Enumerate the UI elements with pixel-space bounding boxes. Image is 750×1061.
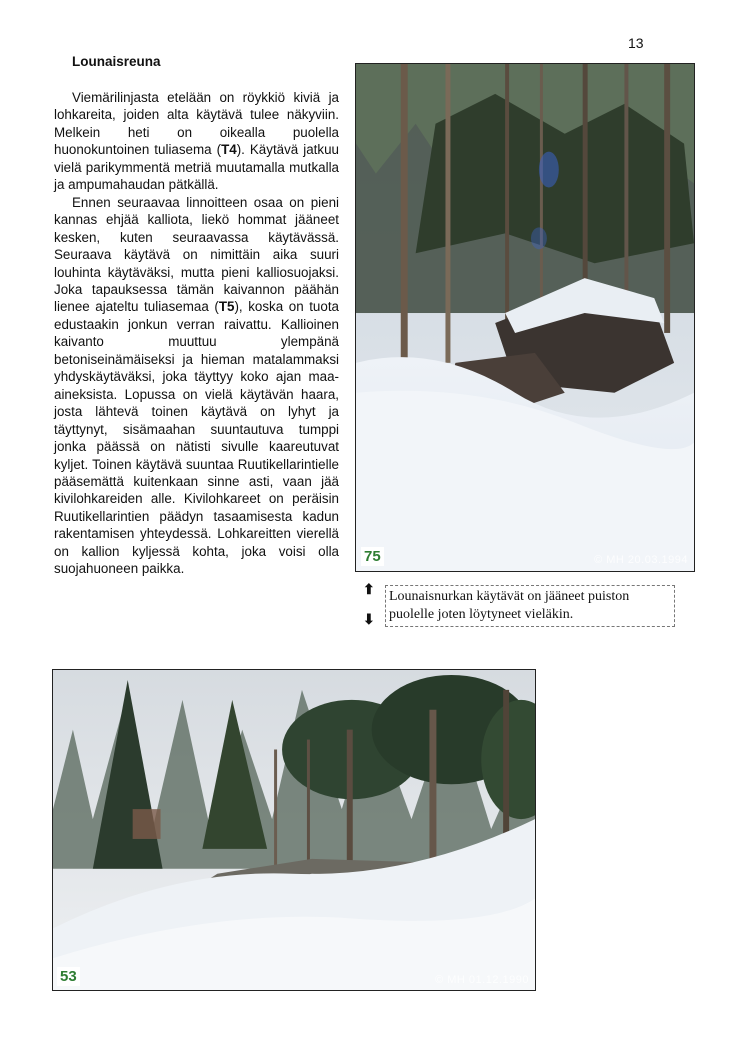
photo-number-badge: 53 <box>57 967 80 986</box>
section-heading: Lounaisreuna <box>72 54 161 69</box>
page-number: 13 <box>628 35 644 51</box>
photo-caption: Lounaisnurkan käytävät on jääneet puiston puolelle joten löytyneet vieläkin. <box>385 585 675 627</box>
snowy-forest-photo <box>356 64 694 571</box>
photo-watermark: © MH 20.03.1994 <box>594 554 688 566</box>
site-marker: T5 <box>218 299 235 315</box>
arrow-up-icon: ⬆ <box>363 581 375 597</box>
photo-number-badge: 75 <box>361 547 384 566</box>
body-text <box>54 89 339 578</box>
winter-forest-photo <box>53 670 535 990</box>
paragraph-2: Ennen seuraavaa linnoitteen osaa on pieni kannas ehjää kalliota, liekö hommat jääneet kesken, kuten seuraavassa käytävässä. Seuraava käytävä on nimittäin aika suuri louhinta käytäväksi, mutta pieni kalliosuojaksi. Joka tapauksessa tämän kaivannon päähän lienee ajateltu tuliasemaa (T5), koska on tuota edustaakin jonkun verran raivattu. Kallioinen kaivanto muuttuu ylempänä betoniseinämäiseksi ja hieman matalammaksi yhdyskäytäväksi, joka täyttyy koko ajan maa-aineksista. Lopussa on vielä käytävän haara, josta lähtevä toinen käytävä on lyhyt ja täyttynyt, sisämaahan suuntautuva tumppi jonka päässä on nätisti sivulle kaareutuvat kyljet. Toinen käytävä suuntaa Ruutikellarintielle pääsemättä kuitenkaan sinne asti, vaan jää kivilohkareiden alle. Kivilohkareet on peräisin Ruutikellarintien päädyn tasaamisesta kadun rakentamisen yhteydessä. Lohkareitten vierellä on kallion kyljessä kohta, joka voisi olla suojahuoneen paikka. <box>54 194 339 577</box>
arrow-down-icon: ⬇ <box>363 611 375 627</box>
photo-53 <box>52 669 536 991</box>
site-marker: T4 <box>221 142 237 158</box>
photo-watermark: © MH 01.12.1990 <box>435 974 529 986</box>
photo-75 <box>355 63 695 572</box>
paragraph-1: Viemärilinjasta etelään on röykkiö kiviä ja lohkareita, joiden alta käytävä tulee näkyviin. Melkein heti on oikealla puolella huonokuntoinen tuliasema (T4). Käytävä jatkuu vielä parikymmentä metriä muutamalla mutkalla ja ampumahaudan pätkällä. <box>54 90 339 193</box>
